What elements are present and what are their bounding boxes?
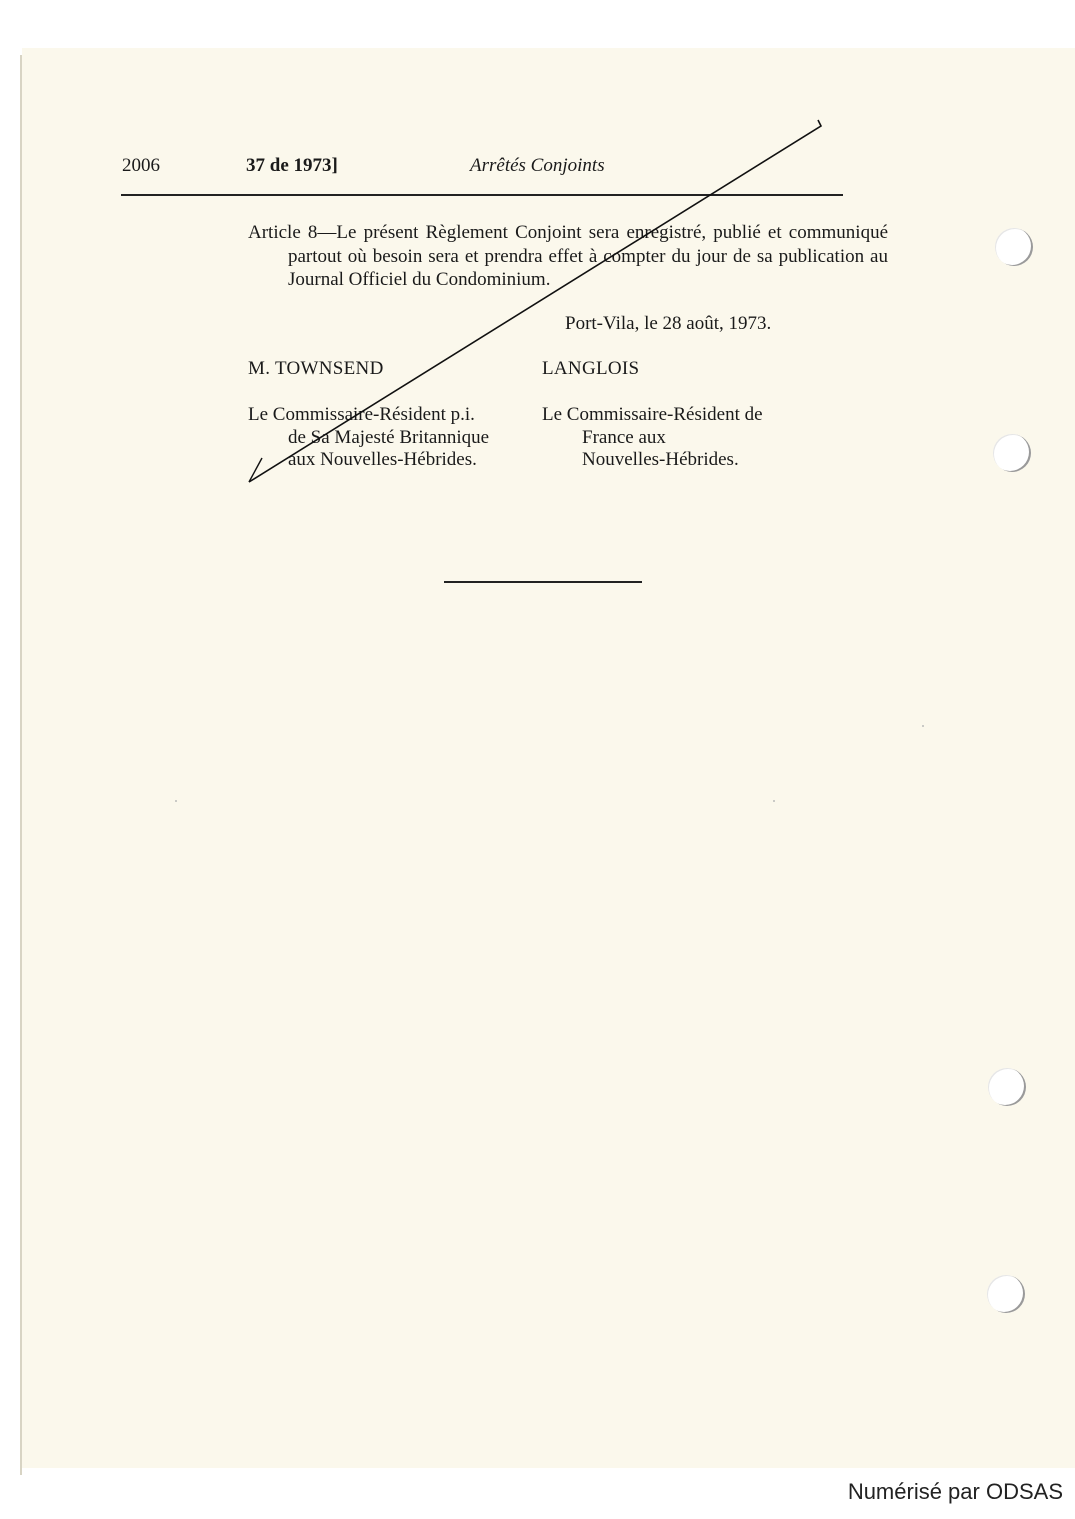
- punch-hole: [988, 1068, 1026, 1106]
- running-title: Arrêtés Conjoints: [470, 155, 605, 176]
- article-8-text: Article 8—Le présent Règlement Conjoint sera enregistré, publié et communiqué partout où besoin sera et prendra effet à compter du jour de sa publication au Journal Officiel du Condominium.: [248, 222, 888, 290]
- signatory-left-title-line: aux Nouvelles-Hébrides.: [288, 449, 477, 470]
- signatory-left-name: M. TOWNSEND: [248, 358, 384, 379]
- punch-hole: [993, 434, 1031, 472]
- reference-number: 37 de 1973]: [246, 155, 338, 176]
- signatory-right-title-line: France aux: [582, 426, 666, 448]
- date-line: Port-Vila, le 28 août, 1973.: [565, 313, 772, 334]
- signatory-right-name: LANGLOIS: [542, 358, 640, 379]
- digitization-watermark: Numérisé par ODSAS: [847, 1479, 1063, 1504]
- signatory-right-title-line: Nouvelles-Hébrides.: [582, 449, 739, 470]
- paper-speck: [922, 725, 924, 727]
- signatory-right-title-line: Le Commissaire-Résident de: [542, 404, 763, 425]
- signatory-left-title-line: Le Commissaire-Résident p.i.: [248, 404, 475, 425]
- paper-speck: [773, 800, 775, 802]
- punch-hole: [987, 1275, 1025, 1313]
- punch-hole: [995, 228, 1033, 266]
- diagonal-strike-line: [249, 120, 821, 482]
- signatory-left-title-line: de Sa Majesté Britannique: [288, 426, 490, 448]
- paper-speck: [175, 800, 177, 802]
- page-number: 2006: [122, 155, 160, 176]
